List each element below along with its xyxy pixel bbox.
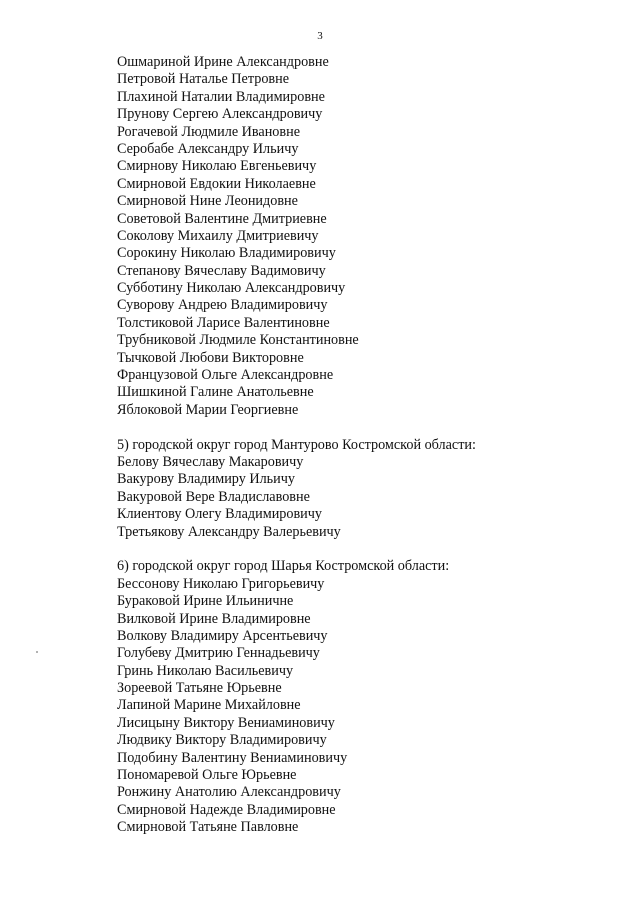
name-line: Смирновой Надежде Владимировне	[117, 801, 336, 818]
name-line: Французовой Ольге Александровне	[117, 367, 334, 384]
name-line: Степанову Вячеславу Вадимовичу	[117, 262, 326, 279]
paragraph-gap	[117, 419, 597, 436]
name-line: Людвику Виктору Владимировичу	[117, 732, 327, 749]
name-line: Серобабе Александру Ильичу	[117, 140, 299, 157]
section-5-heading: 5) городской округ город Мантурово Костромской области:	[117, 436, 476, 453]
name-line: Лисицыну Виктору Вениаминовичу	[117, 714, 335, 731]
name-line: Подобину Валентину Вениаминовичу	[117, 749, 348, 766]
name-line: Субботину Николаю Александровичу	[117, 280, 346, 297]
name-line: Ронжину Анатолию Александровичу	[117, 784, 341, 801]
name-line: Бураковой Ирине Ильиничне	[117, 593, 294, 610]
name-line: Сорокину Николаю Владимировичу	[117, 245, 336, 262]
name-line: Ошмариной Ирине Александровне	[117, 54, 329, 70]
name-line: Тычковой Любови Викторовне	[117, 349, 304, 366]
name-line: Рогачевой Людмиле Ивановне	[117, 123, 300, 140]
name-line: Третьякову Александру Валерьевичу	[117, 523, 341, 540]
name-line: Гринь Николаю Васильевичу	[117, 662, 294, 679]
name-line: Клиентову Олегу Владимировичу	[117, 506, 322, 523]
page-number: 3	[317, 30, 323, 42]
name-line: Соколову Михаилу Дмитриевичу	[117, 227, 319, 244]
name-line: Петровой Наталье Петровне	[117, 71, 289, 88]
paragraph-gap	[117, 541, 597, 558]
section-6-names-list	[117, 576, 597, 837]
name-line: Трубниковой Людмиле Константиновне	[117, 332, 359, 349]
section-5-names-list	[117, 454, 597, 541]
name-line: Зореевой Татьяне Юрьевне	[117, 680, 282, 697]
name-line: Белову Вячеславу Макаровичу	[117, 453, 304, 470]
name-line: Вакурову Владимиру Ильичу	[117, 471, 295, 488]
section-6-heading: 6) городской округ город Шарья Костромской области:	[117, 558, 450, 575]
name-line: Вакуровой Вере Владиславовне	[117, 488, 310, 505]
name-line: Вилковой Ирине Владимировне	[117, 610, 311, 627]
document-body	[117, 54, 597, 837]
name-line: Прунову Сергею Александровичу	[117, 106, 323, 123]
name-line: Шишкиной Галине Анатольевне	[117, 384, 314, 401]
name-line: Бессонову Николаю Григорьевичу	[117, 575, 325, 592]
name-line: Толстиковой Ларисе Валентиновне	[117, 314, 330, 331]
name-line: Смирновой Евдокии Николаевне	[117, 175, 316, 192]
names-list-continued	[117, 54, 597, 419]
name-line: Лапиной Марине Михайловне	[117, 697, 301, 714]
name-line: Волкову Владимиру Арсентьевичу	[117, 627, 328, 644]
name-line: Смирнову Николаю Евгеньевичу	[117, 158, 317, 175]
name-line: Смирновой Нине Леонидовне	[117, 193, 298, 210]
name-line: Яблоковой Марии Георгиевне	[117, 401, 299, 418]
name-line: Плахиной Наталии Владимировне	[117, 88, 325, 105]
name-line: Пономаревой Ольге Юрьевне	[117, 767, 297, 784]
name-line: Голубеву Дмитрию Геннадьевичу	[117, 645, 320, 662]
name-line: Смирновой Татьяне Павловне	[117, 819, 299, 836]
scan-speck	[36, 651, 38, 653]
name-line: Суворову Андрею Владимировичу	[117, 297, 328, 314]
name-line: Советовой Валентине Дмитриевне	[117, 210, 327, 227]
